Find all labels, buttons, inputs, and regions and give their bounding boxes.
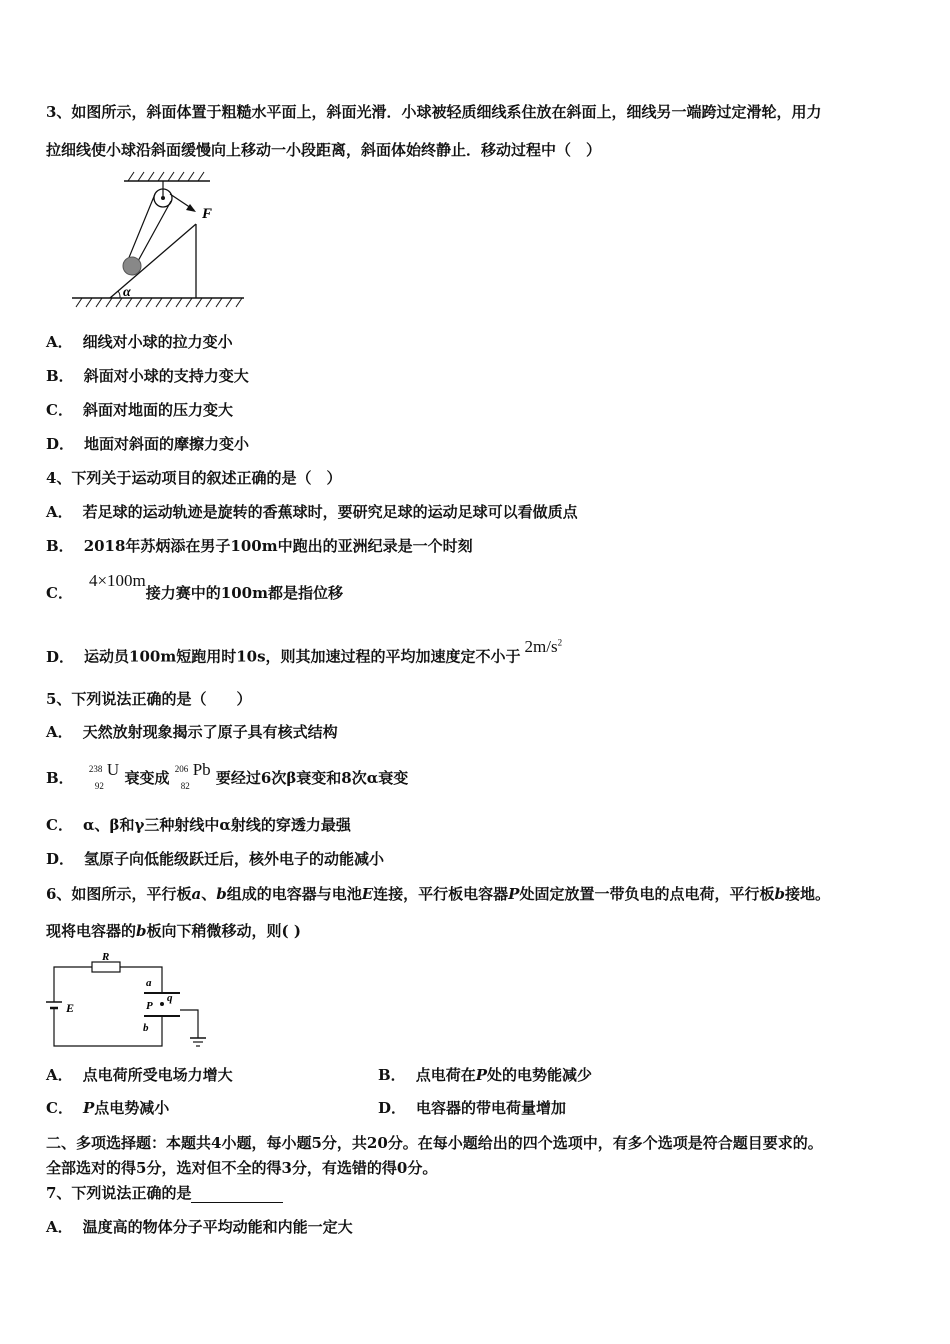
q4-c-formula: 4×100m	[88, 571, 146, 590]
ball-icon	[123, 257, 141, 275]
section2-heading-line1: 二、多项选择题：本题共4小题，每小题5分，共20分。在每小题给出的四个选项中，有多个选项是符合题目要求的。	[46, 1134, 823, 1152]
battery-label: E	[66, 1001, 75, 1015]
q3-stem-line1: 3、如图所示，斜面体置于粗糙水平面上，斜面光滑．小球被轻质细线系住放在斜面上，细线另一端跨过定滑轮，用力	[46, 103, 822, 121]
section2-heading-line2: 全部选对的得5分，选对但不全的得3分，有选错的得0分。	[46, 1159, 438, 1177]
resistor-label: R	[102, 951, 110, 963]
q3-option-d: D． 地面对斜面的摩擦力变小	[46, 435, 250, 453]
q3-option-b: B． 斜面对小球的支持力变大	[46, 367, 249, 385]
q6-option-c: C． P点电势减小	[46, 1099, 170, 1117]
q4-option-a: A． 若足球的运动轨迹是旋转的香蕉球时，要研究足球的运动足球可以看做质点	[46, 503, 578, 521]
q7-option-a: A． 温度高的物体分子平均动能和内能一定大	[46, 1218, 353, 1236]
q4-option-b: B． 2018年苏炳添在男子100m中跑出的亚洲纪录是一个时刻	[46, 537, 473, 555]
lead-nuclide: 206 82 Pb	[174, 760, 211, 791]
q6-option-a: A． 点电荷所受电场力增大	[46, 1066, 233, 1084]
angle-label: α	[123, 285, 131, 300]
q6-circuit-figure	[40, 950, 210, 1052]
q6-stem-line2: 现将电容器的b板向下稍微移动，则( )	[46, 922, 301, 940]
force-label: F	[202, 206, 213, 222]
q6-option-d: D． 电容器的带电荷量增加	[378, 1099, 567, 1117]
resistor-icon	[92, 962, 120, 972]
q5-option-c: C． α、β和γ三种射线中α射线的穿透力最强	[46, 816, 351, 834]
point-p-label: P	[146, 1000, 153, 1012]
uranium-nuclide: 238 92 U	[88, 760, 120, 791]
plate-a-label: a	[146, 977, 152, 989]
q5-stem: 5、下列说法正确的是（ ）	[46, 690, 252, 708]
q4-stem: 4、下列关于运动项目的叙述正确的是（ ）	[46, 469, 342, 487]
charge-q-label: q	[167, 992, 173, 1004]
q5-option-d: D． 氢原子向低能级跃迁后，核外电子的动能减小	[46, 850, 385, 868]
answer-blank[interactable]	[191, 1186, 283, 1203]
q3-incline-figure	[66, 168, 246, 308]
q3-option-c: C． 斜面对地面的压力变大	[46, 401, 233, 419]
q5-option-a: A． 天然放射现象揭示了原子具有核式结构	[46, 723, 338, 741]
q5-option-b: B． 238 92 U 衰变成 206 82 Pb 要经过6次β衰变和8次α衰变	[46, 760, 409, 791]
q7-stem: 7、下列说法正确的是	[46, 1183, 283, 1203]
plate-b-label: b	[143, 1022, 149, 1034]
q4-d-formula: $2m/s^2$	[524, 636, 563, 656]
q6-stem-line1: 6、如图所示，平行板a、b组成的电容器与电池E连接，平行板电容器P处固定放置一带负电的点电荷，平行板b接地。	[46, 885, 830, 903]
q6-option-b: B． 点电荷在P处的电势能减少	[378, 1066, 592, 1084]
q3-option-a: A． 细线对小球的拉力变小	[46, 333, 233, 351]
q3-stem-line2: 拉细线使小球沿斜面缓慢向上移动一小段距离，斜面体始终静止．移动过程中（ ）	[46, 141, 602, 159]
q4-option-c: C．4×100m接力赛中的100m都是指位移	[46, 571, 343, 602]
q4-option-d: D． 运动员100m短跑用时10s，则其加速过程的平均加速度定不小于$2m/s^2$	[46, 636, 563, 666]
